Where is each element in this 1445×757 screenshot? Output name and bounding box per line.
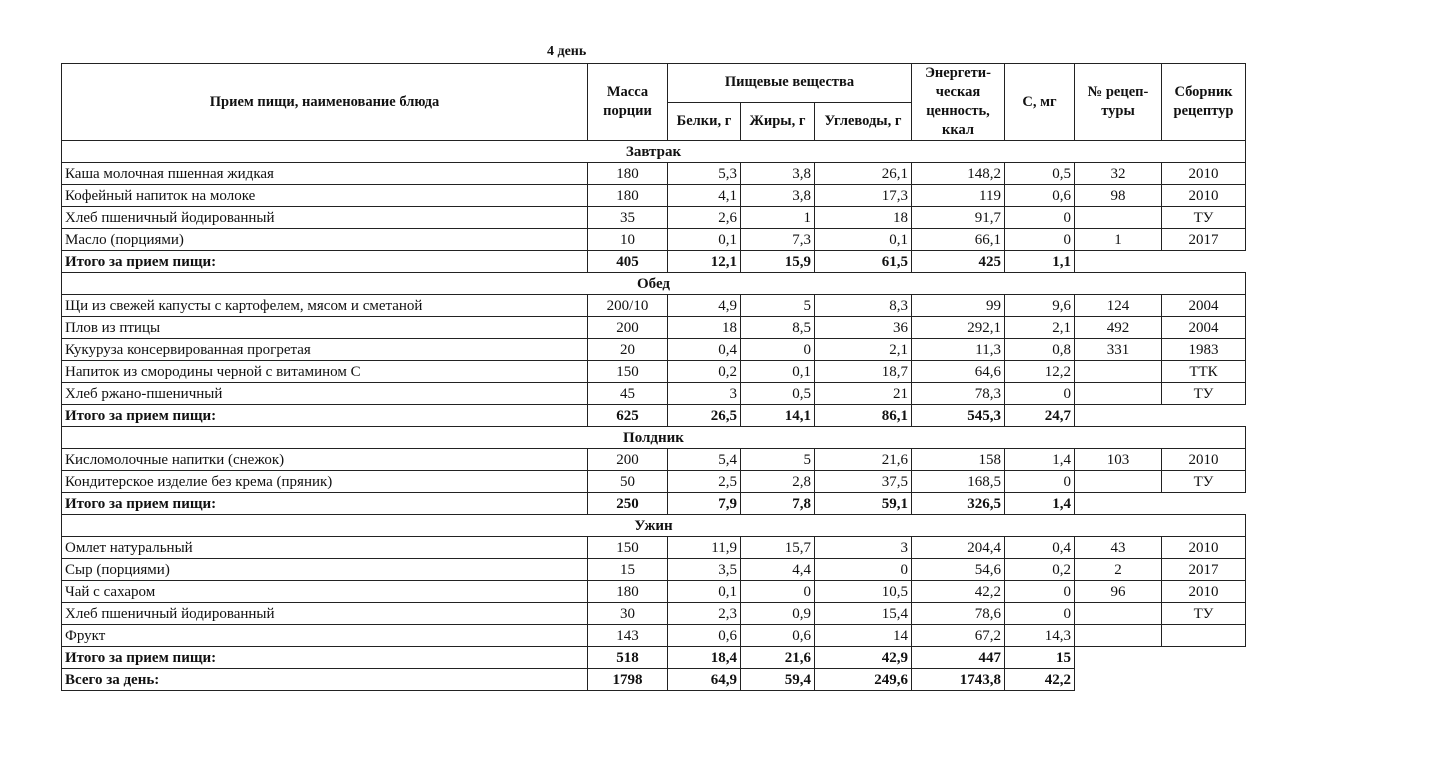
total-row	[62, 405, 1246, 427]
carbs-cell: 36	[815, 317, 912, 339]
recipe-book-cell: 2010	[1162, 185, 1246, 207]
carbs-cell: 21,6	[815, 449, 912, 471]
portion-cell: 143	[588, 625, 668, 647]
header-meal-name: Прием пищи, наименование блюда	[62, 64, 588, 141]
energy-cell: 64,6	[912, 361, 1005, 383]
protein-cell: 3,5	[668, 559, 741, 581]
header-recipe-no: № рецеп-туры	[1075, 64, 1162, 141]
protein-cell: 18	[668, 317, 741, 339]
protein-cell: 0,1	[668, 229, 741, 251]
table-row	[62, 625, 1246, 647]
dish-name: Кукуруза консервированная прогретая	[62, 339, 588, 361]
section-row	[62, 141, 1246, 163]
portion-cell: 200/10	[588, 295, 668, 317]
vitc-cell: 0,4	[1005, 537, 1075, 559]
fat-cell: 0	[741, 339, 815, 361]
grand-total-fat: 59,4	[741, 669, 815, 691]
total-carbs: 42,9	[815, 647, 912, 669]
blank-cell	[1075, 251, 1246, 273]
portion-cell: 50	[588, 471, 668, 493]
table-row	[62, 471, 1246, 493]
energy-cell: 11,3	[912, 339, 1005, 361]
dish-name: Кондитерское изделие без крема (пряник)	[62, 471, 588, 493]
dish-name: Напиток из смородины черной с витамином С	[62, 361, 588, 383]
vitc-cell: 0	[1005, 229, 1075, 251]
dish-name: Сыр (порциями)	[62, 559, 588, 581]
carbs-cell: 10,5	[815, 581, 912, 603]
blank-cell	[1075, 647, 1246, 669]
vitc-cell: 0	[1005, 383, 1075, 405]
energy-cell: 67,2	[912, 625, 1005, 647]
header-protein: Белки, г	[668, 102, 741, 141]
carbs-cell: 0	[815, 559, 912, 581]
dish-name: Щи из свежей капусты с картофелем, мясом и сметаной	[62, 295, 588, 317]
fat-cell: 3,8	[741, 163, 815, 185]
protein-cell: 0,2	[668, 361, 741, 383]
recipe-no-cell: 2	[1075, 559, 1162, 581]
energy-cell: 99	[912, 295, 1005, 317]
portion-cell: 35	[588, 207, 668, 229]
vitc-cell: 2,1	[1005, 317, 1075, 339]
energy-cell: 148,2	[912, 163, 1005, 185]
vitc-cell: 0	[1005, 603, 1075, 625]
recipe-book-cell: 2017	[1162, 559, 1246, 581]
dish-name: Фрукт	[62, 625, 588, 647]
header-vitc: С, мг	[1005, 64, 1075, 141]
total-fat: 7,8	[741, 493, 815, 515]
carbs-cell: 17,3	[815, 185, 912, 207]
fat-cell: 0,5	[741, 383, 815, 405]
carbs-cell: 21	[815, 383, 912, 405]
table-row	[62, 339, 1246, 361]
total-fat: 14,1	[741, 405, 815, 427]
dish-name: Омлет натуральный	[62, 537, 588, 559]
recipe-no-cell: 1	[1075, 229, 1162, 251]
dish-name: Каша молочная пшенная жидкая	[62, 163, 588, 185]
recipe-no-cell: 96	[1075, 581, 1162, 603]
carbs-cell: 2,1	[815, 339, 912, 361]
carbs-cell: 37,5	[815, 471, 912, 493]
protein-cell: 0,4	[668, 339, 741, 361]
total-portion: 405	[588, 251, 668, 273]
total-energy: 447	[912, 647, 1005, 669]
total-protein: 18,4	[668, 647, 741, 669]
dish-name: Хлеб ржано-пшеничный	[62, 383, 588, 405]
vitc-cell: 0,2	[1005, 559, 1075, 581]
protein-cell: 3	[668, 383, 741, 405]
grand-total-row	[62, 669, 1246, 691]
dish-name: Плов из птицы	[62, 317, 588, 339]
recipe-book-cell: 2004	[1162, 317, 1246, 339]
total-row	[62, 493, 1246, 515]
fat-cell: 3,8	[741, 185, 815, 207]
carbs-cell: 0,1	[815, 229, 912, 251]
section-row	[62, 515, 1246, 537]
table-row	[62, 383, 1246, 405]
portion-cell: 180	[588, 163, 668, 185]
recipe-no-cell: 492	[1075, 317, 1162, 339]
recipe-book-cell: ТУ	[1162, 383, 1246, 405]
recipe-book-cell: ТУ	[1162, 471, 1246, 493]
fat-cell: 5	[741, 295, 815, 317]
fat-cell: 15,7	[741, 537, 815, 559]
portion-cell: 10	[588, 229, 668, 251]
fat-cell: 8,5	[741, 317, 815, 339]
header-carbs: Углеводы, г	[815, 102, 912, 141]
dish-name: Хлеб пшеничный йодированный	[62, 603, 588, 625]
recipe-no-cell: 103	[1075, 449, 1162, 471]
vitc-cell: 12,2	[1005, 361, 1075, 383]
fat-cell: 5	[741, 449, 815, 471]
recipe-no-cell: 32	[1075, 163, 1162, 185]
recipe-no-cell	[1075, 361, 1162, 383]
recipe-book-cell: ТУ	[1162, 207, 1246, 229]
header-energy: Энергети-ческая ценность, ккал	[912, 64, 1005, 141]
vitc-cell: 0	[1005, 471, 1075, 493]
energy-cell: 66,1	[912, 229, 1005, 251]
fat-cell: 0,9	[741, 603, 815, 625]
energy-cell: 54,6	[912, 559, 1005, 581]
energy-cell: 91,7	[912, 207, 1005, 229]
table-row	[62, 581, 1246, 603]
energy-cell: 292,1	[912, 317, 1005, 339]
total-label: Итого за прием пищи:	[62, 493, 588, 515]
table-row	[62, 603, 1246, 625]
total-vitc: 15	[1005, 647, 1075, 669]
grand-total-protein: 64,9	[668, 669, 741, 691]
protein-cell: 0,6	[668, 625, 741, 647]
portion-cell: 180	[588, 581, 668, 603]
recipe-no-cell	[1075, 383, 1162, 405]
carbs-cell: 14	[815, 625, 912, 647]
carbs-cell: 26,1	[815, 163, 912, 185]
section-title: Полдник	[62, 427, 1246, 449]
blank-cell	[1075, 405, 1246, 427]
carbs-cell: 18,7	[815, 361, 912, 383]
fat-cell: 2,8	[741, 471, 815, 493]
portion-cell: 200	[588, 449, 668, 471]
carbs-cell: 18	[815, 207, 912, 229]
energy-cell: 158	[912, 449, 1005, 471]
table-row	[62, 295, 1246, 317]
dish-name: Чай с сахаром	[62, 581, 588, 603]
fat-cell: 7,3	[741, 229, 815, 251]
vitc-cell: 9,6	[1005, 295, 1075, 317]
energy-cell: 78,6	[912, 603, 1005, 625]
recipe-no-cell	[1075, 603, 1162, 625]
protein-cell: 4,9	[668, 295, 741, 317]
vitc-cell: 0,5	[1005, 163, 1075, 185]
total-portion: 250	[588, 493, 668, 515]
carbs-cell: 8,3	[815, 295, 912, 317]
vitc-cell: 0	[1005, 581, 1075, 603]
protein-cell: 2,3	[668, 603, 741, 625]
portion-cell: 150	[588, 537, 668, 559]
portion-cell: 45	[588, 383, 668, 405]
table-row	[62, 559, 1246, 581]
vitc-cell: 14,3	[1005, 625, 1075, 647]
table-row	[62, 449, 1246, 471]
section-title: Ужин	[62, 515, 1246, 537]
total-energy: 545,3	[912, 405, 1005, 427]
recipe-book-cell: 2010	[1162, 581, 1246, 603]
total-portion: 625	[588, 405, 668, 427]
recipe-no-cell: 98	[1075, 185, 1162, 207]
section-row	[62, 273, 1246, 295]
total-fat: 15,9	[741, 251, 815, 273]
recipe-book-cell: 2017	[1162, 229, 1246, 251]
total-label: Итого за прием пищи:	[62, 647, 588, 669]
blank-cell	[1075, 669, 1246, 691]
recipe-book-cell	[1162, 625, 1246, 647]
portion-cell: 180	[588, 185, 668, 207]
total-row	[62, 647, 1246, 669]
energy-cell: 78,3	[912, 383, 1005, 405]
energy-cell: 204,4	[912, 537, 1005, 559]
energy-cell: 42,2	[912, 581, 1005, 603]
grand-total-carbs: 249,6	[815, 669, 912, 691]
table-row	[62, 537, 1246, 559]
protein-cell: 5,4	[668, 449, 741, 471]
protein-cell: 11,9	[668, 537, 741, 559]
section-title: Обед	[62, 273, 1246, 295]
table-row	[62, 317, 1246, 339]
carbs-cell: 15,4	[815, 603, 912, 625]
dish-name: Хлеб пшеничный йодированный	[62, 207, 588, 229]
energy-cell: 168,5	[912, 471, 1005, 493]
total-energy: 326,5	[912, 493, 1005, 515]
total-row	[62, 251, 1246, 273]
carbs-cell: 3	[815, 537, 912, 559]
table-row	[62, 229, 1246, 251]
vitc-cell: 0,8	[1005, 339, 1075, 361]
fat-cell: 0,1	[741, 361, 815, 383]
table-body	[62, 141, 1246, 691]
portion-cell: 30	[588, 603, 668, 625]
section-row	[62, 427, 1246, 449]
fat-cell: 0	[741, 581, 815, 603]
total-fat: 21,6	[741, 647, 815, 669]
recipe-book-cell: 1983	[1162, 339, 1246, 361]
protein-cell: 4,1	[668, 185, 741, 207]
header-portion: Масса порции	[588, 64, 668, 141]
fat-cell: 1	[741, 207, 815, 229]
energy-cell: 119	[912, 185, 1005, 207]
portion-cell: 15	[588, 559, 668, 581]
header-nutrients-group: Пищевые вещества	[668, 64, 912, 103]
protein-cell: 2,6	[668, 207, 741, 229]
recipe-book-cell: ТТК	[1162, 361, 1246, 383]
day-title: 4 день	[547, 44, 587, 59]
vitc-cell: 0	[1005, 207, 1075, 229]
fat-cell: 4,4	[741, 559, 815, 581]
fat-cell: 0,6	[741, 625, 815, 647]
portion-cell: 200	[588, 317, 668, 339]
recipe-book-cell: 2004	[1162, 295, 1246, 317]
dish-name: Кофейный напиток на молоке	[62, 185, 588, 207]
total-vitc: 24,7	[1005, 405, 1075, 427]
recipe-book-cell: ТУ	[1162, 603, 1246, 625]
table-row	[62, 207, 1246, 229]
header-fat: Жиры, г	[741, 102, 815, 141]
total-energy: 425	[912, 251, 1005, 273]
menu-table	[61, 63, 1246, 691]
dish-name: Масло (порциями)	[62, 229, 588, 251]
header-recipe-book: Сборник рецептур	[1162, 64, 1246, 141]
total-label: Итого за прием пищи:	[62, 405, 588, 427]
protein-cell: 5,3	[668, 163, 741, 185]
section-title: Завтрак	[62, 141, 1246, 163]
table-row	[62, 163, 1246, 185]
recipe-book-cell: 2010	[1162, 163, 1246, 185]
table-row	[62, 361, 1246, 383]
total-protein: 12,1	[668, 251, 741, 273]
recipe-no-cell	[1075, 471, 1162, 493]
grand-total-portion: 1798	[588, 669, 668, 691]
total-vitc: 1,1	[1005, 251, 1075, 273]
table-row	[62, 185, 1246, 207]
recipe-no-cell: 124	[1075, 295, 1162, 317]
recipe-book-cell: 2010	[1162, 537, 1246, 559]
grand-total-energy: 1743,8	[912, 669, 1005, 691]
vitc-cell: 0,6	[1005, 185, 1075, 207]
total-label: Итого за прием пищи:	[62, 251, 588, 273]
protein-cell: 0,1	[668, 581, 741, 603]
total-protein: 7,9	[668, 493, 741, 515]
total-carbs: 59,1	[815, 493, 912, 515]
total-protein: 26,5	[668, 405, 741, 427]
protein-cell: 2,5	[668, 471, 741, 493]
total-carbs: 86,1	[815, 405, 912, 427]
recipe-no-cell	[1075, 625, 1162, 647]
portion-cell: 150	[588, 361, 668, 383]
vitc-cell: 1,4	[1005, 449, 1075, 471]
grand-total-vitc: 42,2	[1005, 669, 1075, 691]
total-portion: 518	[588, 647, 668, 669]
recipe-no-cell	[1075, 207, 1162, 229]
total-carbs: 61,5	[815, 251, 912, 273]
recipe-no-cell: 331	[1075, 339, 1162, 361]
dish-name: Кисломолочные напитки (снежок)	[62, 449, 588, 471]
grand-total-label: Всего за день:	[62, 669, 588, 691]
table-header	[62, 64, 1246, 141]
total-vitc: 1,4	[1005, 493, 1075, 515]
recipe-book-cell: 2010	[1162, 449, 1246, 471]
recipe-no-cell: 43	[1075, 537, 1162, 559]
blank-cell	[1075, 493, 1246, 515]
portion-cell: 20	[588, 339, 668, 361]
